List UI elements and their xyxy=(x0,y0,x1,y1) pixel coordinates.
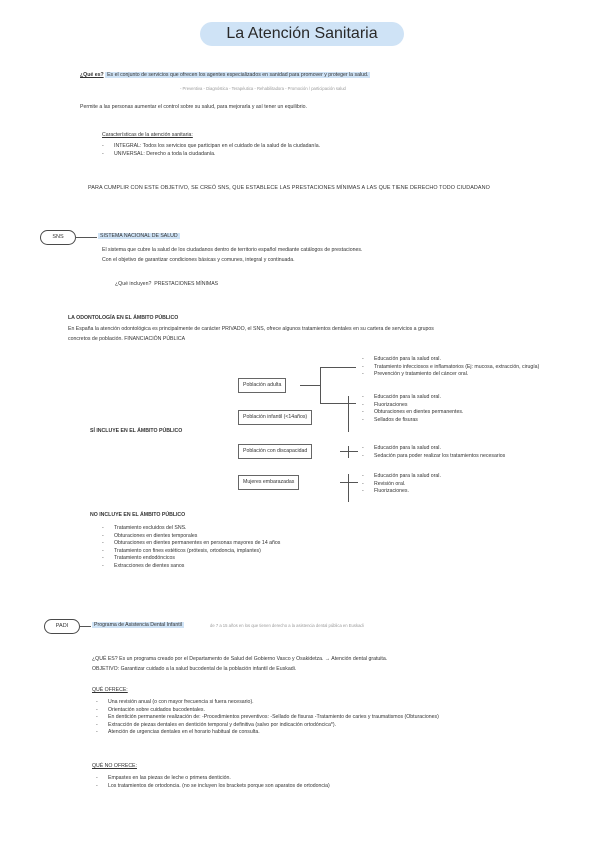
page-title: La Atención Sanitaria xyxy=(226,25,378,42)
padi-badge: PADI xyxy=(44,619,80,634)
sns-question-line xyxy=(115,281,218,289)
included-label: SÍ INCLUYE EN EL ÁMBITO PÚBLICO xyxy=(90,428,183,434)
connector xyxy=(75,237,97,238)
padi-label-text: Programa de Asistencia Dental Infantil xyxy=(94,622,182,628)
padi-what xyxy=(92,656,532,664)
objective-line: PARA CUMPLIR CON ESTE OBJETIVO, SE CREÓ SNS, QUE ESTABLECE LAS PRESTACIONES MÍNIMAS A LAS QUE TIENE DERECHO TODO CIUDADANO xyxy=(88,185,490,191)
padi-offers-heading: QUÉ OFRECE: xyxy=(92,687,128,693)
padi-what-answer: Es un programa creado por el Departamento de Salud del Gobierno Vasco y Osakidetza. → Atención dental gratuita. xyxy=(119,656,388,662)
list-item: - Extracciones de dientes sanos xyxy=(102,563,402,571)
list-item: - Prevención y tratamiento del cáncer oral. xyxy=(362,371,582,379)
list-item: - Una revisión anual (o con mayor frecuencia si fuera necesario). xyxy=(96,699,536,707)
connector xyxy=(300,385,320,386)
padi-offers-list xyxy=(96,699,536,737)
bracket xyxy=(348,474,349,502)
list-item: - Los tratamientos de ortodoncia. (no se incluyen los brackets porque son aparatos de ortodoncia) xyxy=(96,783,536,791)
padi-not-offers-list xyxy=(96,775,536,790)
list-item: - Fluorizaciones xyxy=(362,402,582,410)
list-item: - Tratamiento infecciosos e inflamatorios (Ej: mucosa, extracción, cirugía) xyxy=(362,364,582,372)
list-item: - Obturaciones en dientes temporales xyxy=(102,533,402,541)
connector xyxy=(79,626,91,627)
padi-note: de 7 a 15 años en los que tienen derecho a la asistencia dental pública en Euskadi xyxy=(210,623,364,628)
list-item: - Fluorizaciones. xyxy=(362,488,582,496)
padi-objective-text: Garantizar cuidado a la salud bucodental de la población infantil de Euskadi. xyxy=(120,666,297,672)
sns-question: ¿Qué incluyen? xyxy=(115,281,152,287)
connector xyxy=(340,482,358,483)
group-adults-items xyxy=(362,356,582,379)
sns-label xyxy=(98,233,180,241)
list-item: - Extracción de piezas dentales en dentición temporal y definitiva (salvo por indicación ortodóncica*). xyxy=(96,722,536,730)
intro-purpose: Permite a las personas aumentar el control sobre su salud, para mejorarla y así tener un equilibrio. xyxy=(80,104,307,110)
odontologia-heading: LA ODONTOLOGÍA EN EL ÁMBITO PÚBLICO xyxy=(68,315,179,321)
sns-desc-1: El sistema que cubre la salud de los ciudadanos dentro de territorio español mediante catálogos de prestaciones. xyxy=(102,247,363,253)
group-disability: Población con discapacidad xyxy=(238,444,312,459)
sns-answer: PRESTACIONES MÍNIMAS xyxy=(154,281,219,287)
intro-question: ¿Qué es? xyxy=(80,72,104,78)
bracket xyxy=(348,446,349,458)
not-included-list xyxy=(102,525,402,570)
padi-objective xyxy=(92,666,532,674)
list-item: - Obturaciones en dientes permanentes en personas mayores de 14 años xyxy=(102,540,402,548)
padi-not-offers-heading: QUÉ NO OFRECE: xyxy=(92,763,137,769)
group-children-items xyxy=(362,394,582,424)
list-item: - Educación para la salud oral. xyxy=(362,394,582,402)
sns-label-text: SISTEMA NACIONAL DE SALUD xyxy=(100,233,178,239)
sns-badge: SNS xyxy=(40,230,76,245)
padi-objective-label: OBJETIVO: xyxy=(92,666,120,672)
characteristics-heading: Características de la atención sanitaria: xyxy=(102,132,193,138)
group-pregnant: Mujeres embarazadas xyxy=(238,475,299,490)
padi-label xyxy=(92,622,184,630)
sns-desc-2: Con el objetivo de garantizar condiciones básicas y comunes, integral y continuada. xyxy=(102,257,295,263)
connector xyxy=(320,403,356,404)
connector xyxy=(340,451,358,452)
list-item: - Tratamiento endodóncicos xyxy=(102,555,402,563)
group-adults: Población adulta xyxy=(238,378,286,393)
intro-definition-text: Es el conjunto de servicios que ofrecen los agentes especializados en sanidad para promover y proteger la salud. xyxy=(107,72,369,78)
list-item: - Sedación para poder realizar los tratamientos necesarios xyxy=(362,453,582,461)
not-included-label: NO INCLUYE EN EL ÁMBITO PÚBLICO xyxy=(90,512,186,518)
list-item: - Atención de urgencias dentales en el horario habitual de consulta. xyxy=(96,729,536,737)
list-item: - En dentición permanente realización de: -Procedimientos preventivos: -Sellado de fisuras -Tratamiento de caries y traumatismos (Obturaciones) xyxy=(96,714,536,722)
characteristics-list xyxy=(102,143,502,158)
list-item: - Sellados de fisuras xyxy=(362,417,582,425)
list-item: - UNIVERSAL: Derecho a toda la ciudadanía. xyxy=(102,151,502,159)
group-disability-items xyxy=(362,445,582,460)
list-item: - Tratamiento excluidos del SNS. xyxy=(102,525,402,533)
list-item: - Orientación sobre cuidados bucodentales. xyxy=(96,707,536,715)
group-children: Población infantil (<14años) xyxy=(238,410,312,425)
intro-note: - Preventiva - Diagnóstica - Terapéutica - Rehabilitadora - Promoción / participación salud xyxy=(180,86,346,91)
list-item: - Tratamiento con fines estéticos (prótesis, ortodoncia, implantes) xyxy=(102,548,402,556)
list-item: - Revisión oral. xyxy=(362,481,582,489)
bracket xyxy=(348,396,349,432)
list-item: - INTEGRAL: Todos los servicios que participan en el cuidado de la salud de la ciudadanía. xyxy=(102,143,502,151)
list-item: - Educación para la salud oral. xyxy=(362,473,582,481)
group-pregnant-items xyxy=(362,473,582,496)
bracket xyxy=(320,367,321,403)
list-item: - Obturaciones en dientes permanentes. xyxy=(362,409,582,417)
list-item: - Educación para la salud oral. xyxy=(362,445,582,453)
list-item: - Empastes en las piezas de leche o primera dentición. xyxy=(96,775,536,783)
odontologia-text-1: En España la atención odontológica es principalmente de carácter PRIVADO, el SNS, ofrece algunos tratamientos dentales en su cartera de servicios a grupos xyxy=(68,326,434,332)
list-item: - Educación para la salud oral. xyxy=(362,356,582,364)
padi-what-question: ¿QUÉ ES? xyxy=(92,656,118,662)
connector xyxy=(320,367,356,368)
intro-definition xyxy=(80,72,520,80)
odontologia-text-2: concretos de población. FINANCIACIÓN PÚBLICA xyxy=(68,336,186,342)
